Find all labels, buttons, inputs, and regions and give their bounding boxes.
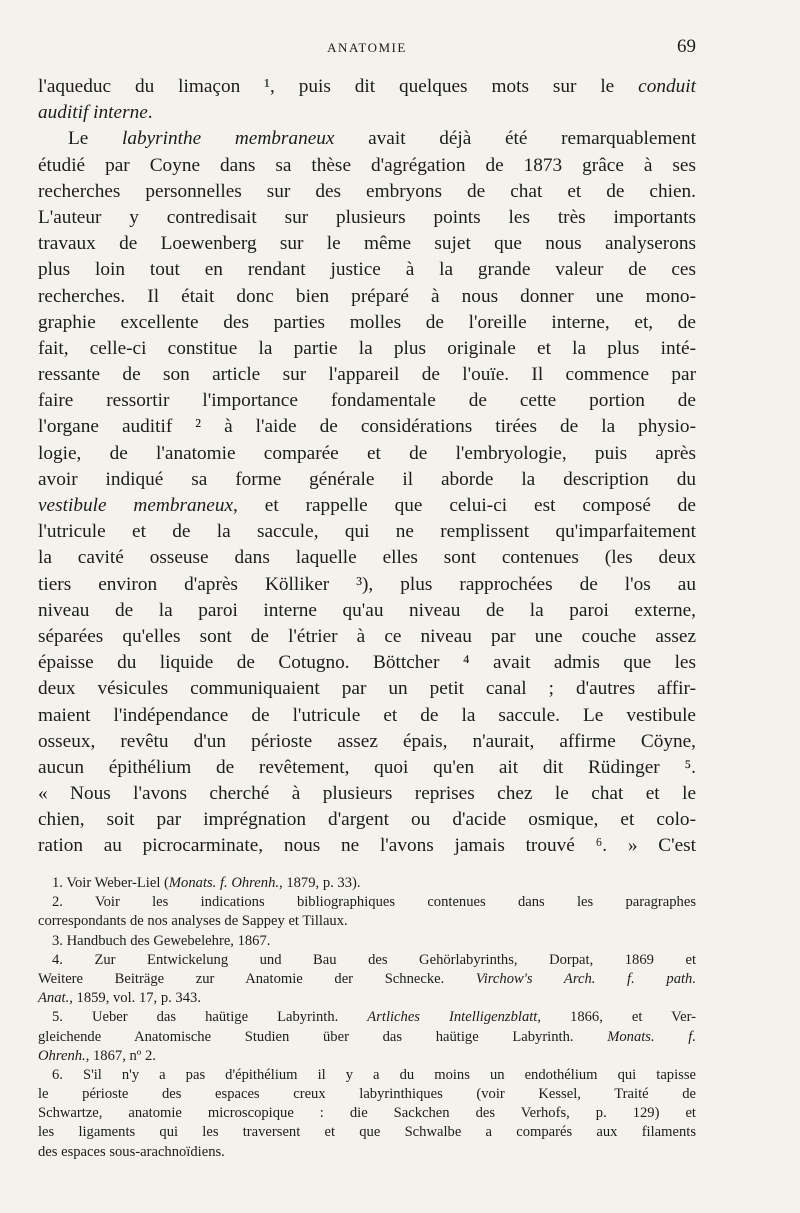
body-line: Le labyrinthe membraneux avait déjà été remarquablement <box>68 128 696 150</box>
body-line: L'auteur y contredisait sur plusieurs points les très importants <box>38 206 696 228</box>
body-line: séparées qu'elles sont de l'étrier à ce niveau par une couche assez <box>38 625 696 647</box>
running-head: ANATOMIE <box>327 40 407 55</box>
footnote-line: Anat., 1859, vol. 17, p. 343. <box>38 990 201 1007</box>
body-line: l'organe auditif ² à l'aide de considérations tirées de la physio- <box>38 416 696 438</box>
body-line: vestibule membraneux, et rappelle que celui-ci est composé de <box>38 495 696 516</box>
body-line: niveau de la paroi interne qu'au niveau de la paroi externe, <box>38 599 696 621</box>
body-line: maient l'indépendance de l'utricule et de la saccule. Le vestibule <box>38 704 696 726</box>
footnote-line: 2. Voir les indications bibliographiques contenues dans les paragraphes <box>52 894 696 911</box>
body-line: l'utricule et de la saccule, qui ne remplissent qu'imparfaitement <box>38 521 696 543</box>
body-line: avoir indiqué sa forme générale il aborde la description du <box>38 468 696 490</box>
body-line: plus loin tout en rendant justice à la grande valeur de ces <box>38 259 696 281</box>
body-line: étudié par Coyne dans sa thèse d'agrégation de 1873 grâce à ses <box>38 154 696 176</box>
footnote-line: des espaces sous-arachnoïdiens. <box>38 1143 225 1160</box>
body-line: graphie excellente des parties molles de l'oreille interne, et, de <box>38 311 696 333</box>
footnote-line: Weitere Beiträge zur Anatomie der Schnecke. Virchow's Arch. f. path. <box>38 970 696 987</box>
footnote-line: le périoste des espaces creux labyrinthiques (voir Kessel, Traité de <box>38 1086 696 1103</box>
footnote-line: 5. Ueber das haütige Labyrinth. Artliches Intelligenzblatt, 1866, et Ver- <box>52 1009 697 1026</box>
body-line: auditif interne. <box>38 102 153 124</box>
footnote-line: 4. Zur Entwickelung und Bau des Gehörlabyrinths, Dorpat, 1869 et <box>52 951 696 968</box>
footnote-line: 6. S'il n'y a pas d'épithélium il y a du moins un endothélium qui tapisse <box>52 1066 696 1083</box>
body-line: faire ressortir l'importance fondamentale de cette portion de <box>38 390 696 412</box>
body-line: logie, de l'anatomie comparée et de l'embryologie, puis après <box>38 442 696 464</box>
body-line: aucun épithélium de revêtement, quoi qu'en ait dit Rüdinger ⁵. <box>38 756 696 778</box>
page-number: 69 <box>677 36 696 57</box>
body-line: tiers environ d'après Kölliker ³), plus rapprochées de l'os au <box>38 573 696 595</box>
body-line: recherches. Il était donc bien préparé à nous donner une mono- <box>38 285 696 307</box>
body-line: fait, celle-ci constitue la partie la plus originale et la plus inté- <box>38 337 696 359</box>
body-line: la cavité osseuse dans laquelle elles sont contenues (les deux <box>38 547 696 569</box>
footnote-line: 3. Handbuch des Gewebelehre, 1867. <box>52 932 271 949</box>
footnote-line: Schwartze, anatomie microscopique : die Sackchen des Verhofs, p. 129) et <box>38 1105 696 1122</box>
body-line: deux vésicules communiquaient par un petit canal ; d'autres affir- <box>38 678 696 700</box>
body-line: ration au picrocarminate, nous ne l'avons jamais trouvé ⁶. » C'est <box>38 835 696 857</box>
body-line: travaux de Loewenberg sur le même sujet que nous analyserons <box>38 233 696 255</box>
footnote-line: 1. Voir Weber-Liel (Monats. f. Ohrenh., 1879, p. 33). <box>52 875 361 891</box>
page-header <box>38 36 696 60</box>
body-line: « Nous l'avons cherché à plusieurs reprises chez le chat et le <box>38 783 696 805</box>
footnote-line: les ligaments qui les traversent et que Schwalbe a comparés aux filaments <box>38 1124 696 1141</box>
footnotes <box>38 874 696 1162</box>
body-line: épaisse du liquide de Cotugno. Böttcher ⁴ avait admis que les <box>38 652 696 674</box>
body-text <box>38 74 696 860</box>
footnote-line: Ohrenh., 1867, nº 2. <box>38 1047 156 1064</box>
body-line: recherches personnelles sur des embryons de chat et de chien. <box>38 180 696 202</box>
body-line: ressante de son article sur l'appareil de l'ouïe. Il commence par <box>38 364 696 386</box>
body-line: osseux, revêtu d'un périoste assez épais, n'aurait, affirme Cöyne, <box>38 730 696 752</box>
book-page <box>38 0 696 1213</box>
body-line: l'aqueduc du limaçon ¹, puis dit quelques mots sur le conduit <box>38 76 696 97</box>
footnote-line: correspondants de nos analyses de Sappey et Tillaux. <box>38 913 348 930</box>
footnote-line: gleichende Anatomische Studien über das haütige Labyrinth. Monats. f. <box>38 1028 697 1045</box>
body-line: chien, soit par imprégnation d'argent ou d'acide osmique, et colo- <box>38 809 696 831</box>
